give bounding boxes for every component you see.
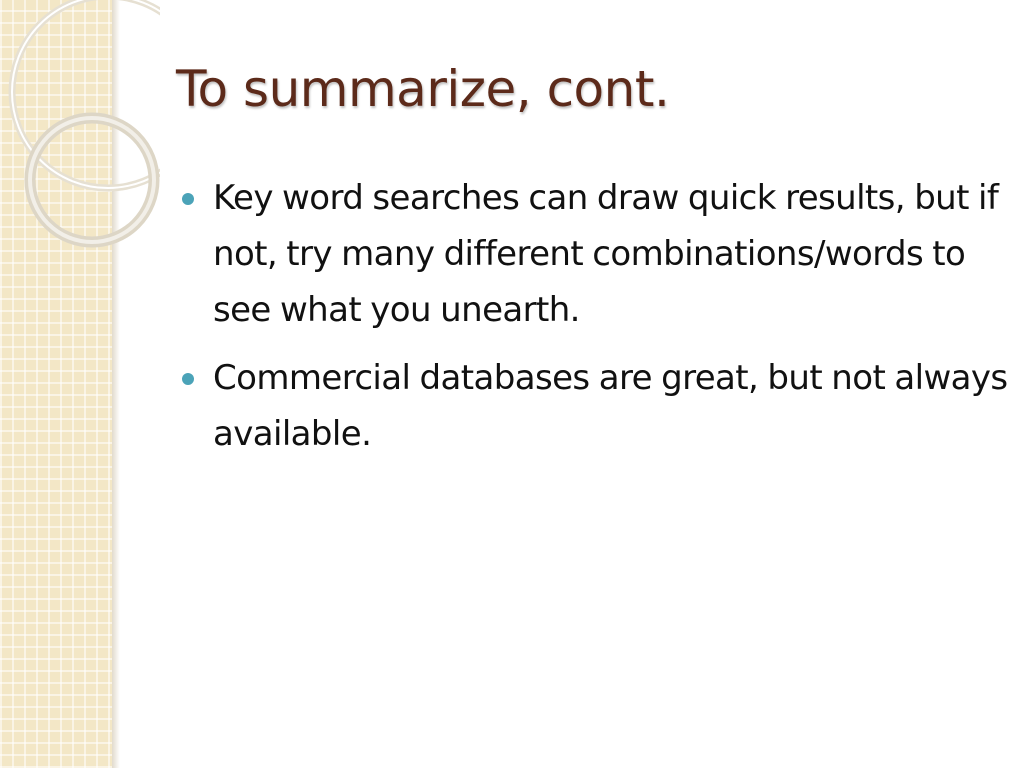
small-ring-highlight (30, 118, 154, 242)
bullet-list (182, 170, 1012, 474)
bullet-text: Key word searches can draw quick results, but if not, try many different combinations/words to see what you unearth. (213, 178, 999, 330)
bullet-item (182, 350, 1012, 462)
bullet-dot-icon (182, 193, 194, 205)
decorative-rings (0, 0, 160, 260)
slide-title: To summarize, cont. (176, 60, 670, 118)
bullet-text: Commercial databases are great, but not always available. (213, 358, 1008, 454)
bullet-dot-icon (182, 373, 194, 385)
bullet-item (182, 170, 1012, 338)
